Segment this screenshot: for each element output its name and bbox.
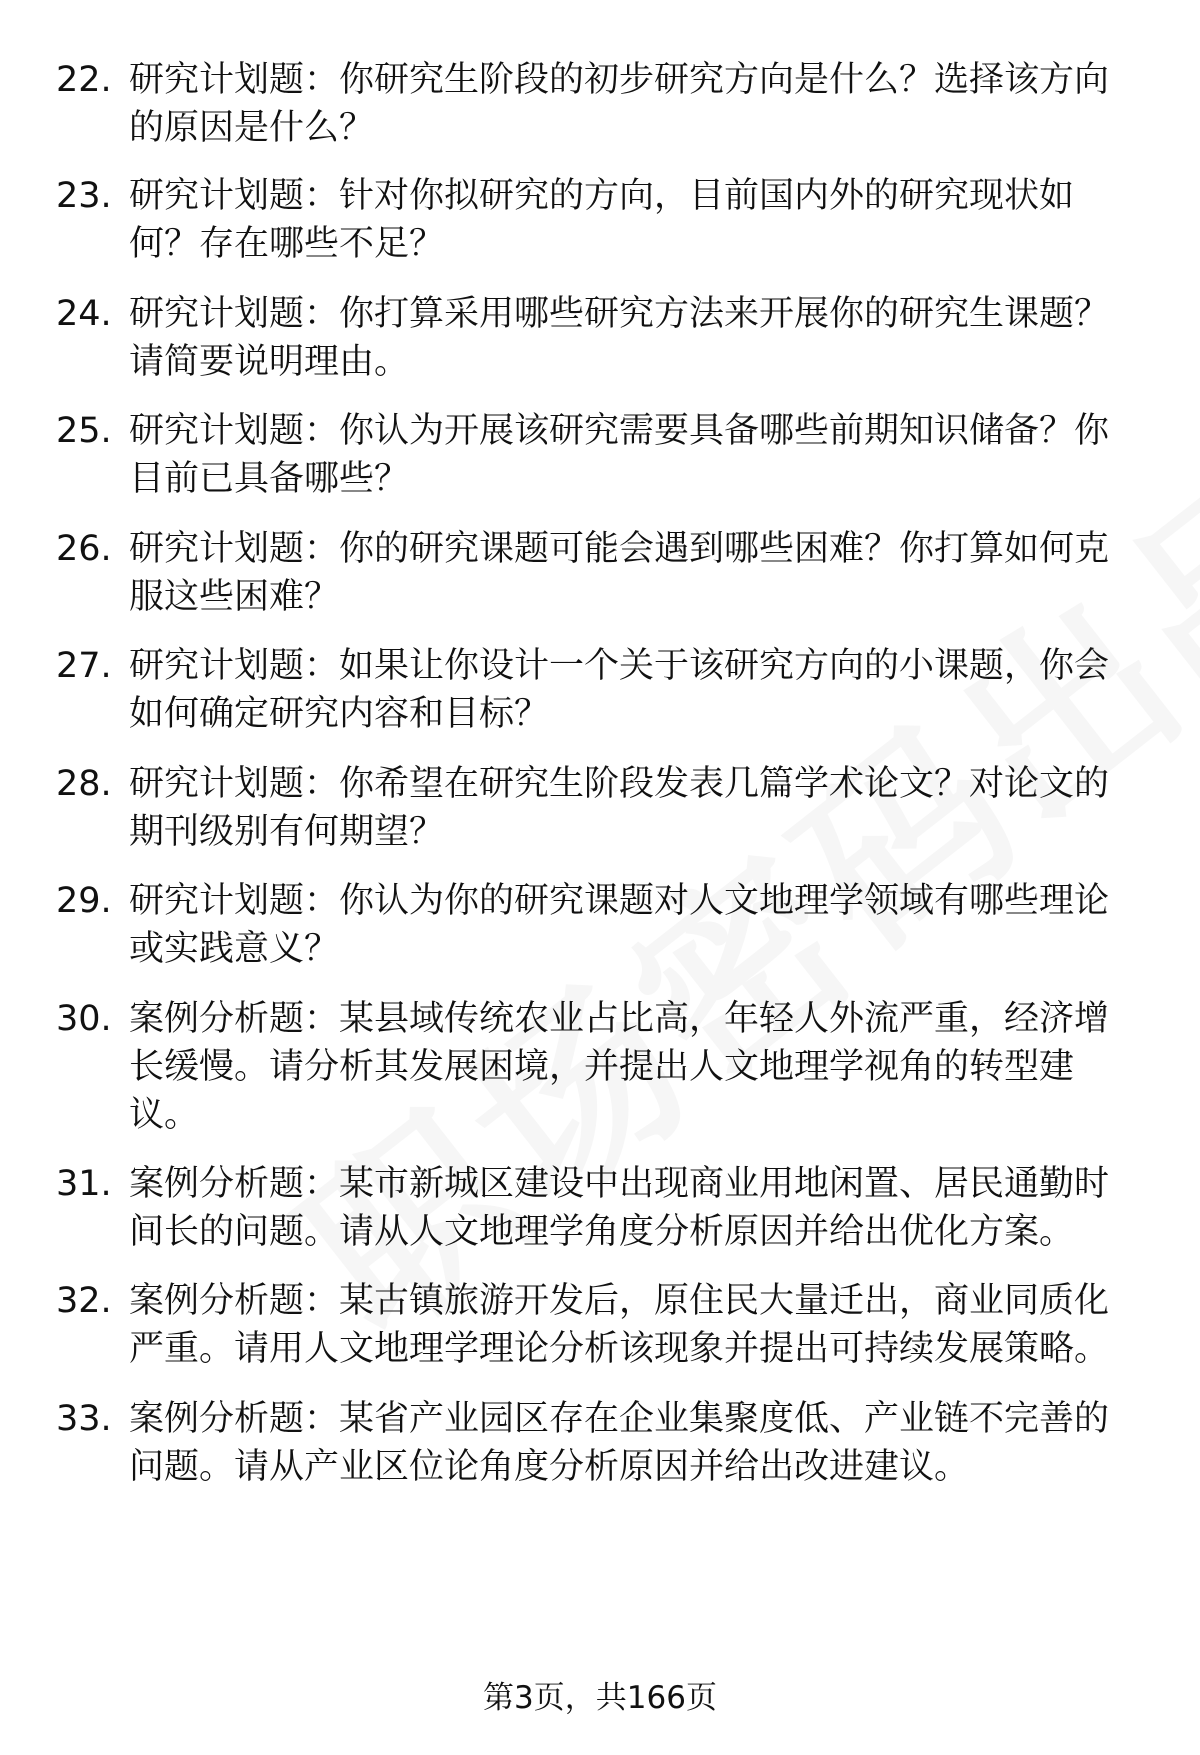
question-item bbox=[0, 525, 1200, 625]
question-number: 28. bbox=[56, 764, 112, 804]
question-item bbox=[0, 172, 1200, 272]
question-number: 26. bbox=[56, 529, 112, 569]
question-number: 22. bbox=[56, 60, 112, 100]
question-number: 30. bbox=[56, 999, 112, 1039]
question-item bbox=[0, 1160, 1200, 1260]
question-item bbox=[0, 1277, 1200, 1377]
question-text: 研究计划题：你的研究课题可能会遇到哪些困难？你打算如何克 服这些困难？ bbox=[129, 529, 1110, 617]
question-number: 24. bbox=[56, 294, 112, 334]
question-item bbox=[0, 877, 1200, 977]
page-number: 第3页，共166页 bbox=[483, 1680, 717, 1716]
question-text: 案例分析题：某市新城区建设中出现商业用地闲置、居民通勤时 间长的问题。请从人文地理学角度分析原因并给出优化方案。 bbox=[129, 1164, 1110, 1252]
question-number: 31. bbox=[56, 1164, 112, 1204]
question-text: 研究计划题：针对你拟研究的方向，目前国内外的研究现状如 何？存在哪些不足？ bbox=[129, 176, 1075, 264]
question-item bbox=[0, 1395, 1200, 1495]
question-number: 27. bbox=[56, 646, 112, 686]
question-number: 25. bbox=[56, 411, 112, 451]
question-item bbox=[0, 642, 1200, 742]
question-text: 研究计划题：你打算采用哪些研究方法来开展你的研究生课题？ 请简要说明理由。 bbox=[129, 294, 1110, 382]
question-item bbox=[0, 760, 1200, 860]
question-item bbox=[0, 995, 1200, 1135]
question-text: 研究计划题：你希望在研究生阶段发表几篇学术论文？对论文的 期刊级别有何期望？ bbox=[129, 764, 1110, 852]
question-text: 研究计划题：你认为开展该研究需要具备哪些前期知识储备？你 目前已具备哪些？ bbox=[129, 411, 1110, 499]
question-text: 研究计划题：如果让你设计一个关于该研究方向的小课题，你会 如何确定研究内容和目标？ bbox=[129, 646, 1110, 734]
question-number: 33. bbox=[56, 1399, 112, 1439]
question-text: 案例分析题：某省产业园区存在企业集聚度低、产业链不完善的 问题。请从产业区位论角度分析原因并给出改进建议。 bbox=[129, 1399, 1110, 1487]
page-footer bbox=[0, 1676, 1200, 1720]
question-number: 23. bbox=[56, 176, 112, 216]
question-item bbox=[0, 56, 1200, 156]
question-text: 研究计划题：你认为你的研究课题对人文地理学领域有哪些理论 或实践意义？ bbox=[129, 881, 1110, 969]
question-text: 案例分析题：某古镇旅游开发后，原住民大量迁出，商业同质化 严重。请用人文地理学理论分析该现象并提出可持续发展策略。 bbox=[129, 1281, 1110, 1369]
question-item bbox=[0, 290, 1200, 390]
question-number: 32. bbox=[56, 1281, 112, 1321]
question-item bbox=[0, 407, 1200, 507]
question-text: 案例分析题：某县域传统农业占比高，年轻人外流严重，经济增 长缓慢。请分析其发展困境，并提出人文地理学视角的转型建 议。 bbox=[129, 999, 1110, 1135]
question-number: 29. bbox=[56, 881, 112, 921]
question-text: 研究计划题：你研究生阶段的初步研究方向是什么？选择该方向 的原因是什么？ bbox=[129, 60, 1110, 148]
